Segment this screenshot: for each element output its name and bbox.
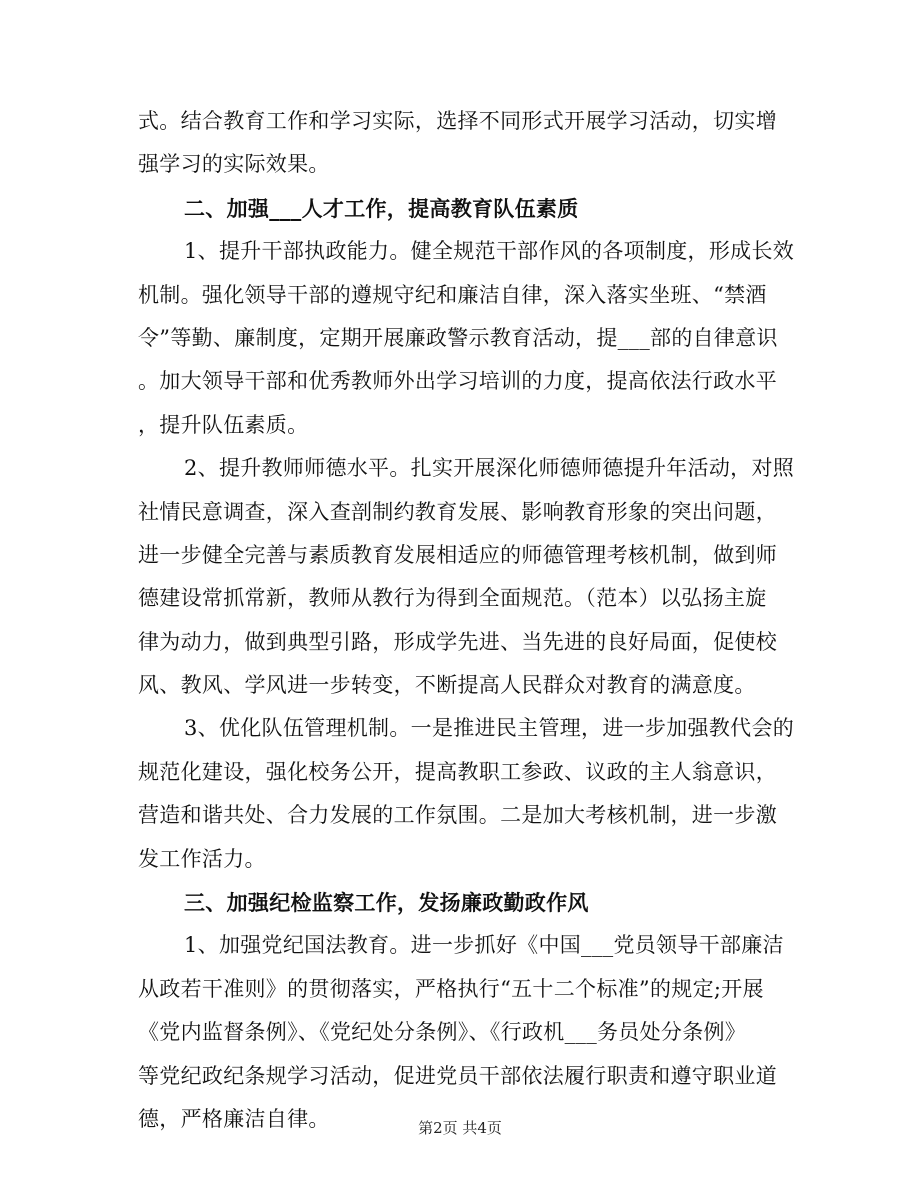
section-heading-2: 二、加强___人才工作，提高教育队伍素质	[184, 195, 579, 221]
body-text-line: 《党内监督条例》、《党纪处分条例》、《行政机___务员处分条例》	[138, 1020, 747, 1045]
body-text-line: 令”等勤、廉制度，定期开展廉政警示教育活动，提___部的自律意识	[138, 325, 778, 350]
body-text-line: 营造和谐共处、合力发展的工作氛围。二是加大考核机制，进一步激	[138, 803, 777, 828]
body-text-line: 等党纪政纪条规学习活动，促进党员干部依法履行职责和遵守职业道	[138, 1063, 777, 1088]
paragraph-start-line: 1、加强党纪国法教育。进一步抓好《中国___党员领导干部廉洁	[184, 933, 784, 958]
section-heading-3: 三、加强纪检监察工作，发扬廉政勤政作风	[184, 890, 589, 916]
body-text-line: ，提升队伍素质。	[138, 412, 309, 437]
body-text-line: 德建设常抓常新，教师从教行为得到全面规范。（范本）以弘扬主旋	[138, 586, 767, 611]
page-number-footer: 第2页 共4页	[418, 1119, 502, 1137]
body-text-line: 机制。强化领导干部的遵规守纪和廉洁自律，深入落实坐班、“禁酒	[138, 282, 767, 307]
body-text-line: 律为动力，做到典型引路，形成学先进、当先进的良好局面，促使校	[138, 629, 777, 654]
body-text-line: 。加大领导干部和优秀教师外出学习培训的力度，提高依法行政水平	[138, 369, 777, 394]
document-body	[138, 100, 795, 1141]
body-text-line: 风、教风、学风进一步转变，不断提高人民群众对教育的满意度。	[138, 673, 756, 698]
body-text-line: 式。结合教育工作和学习实际，选择不同形式开展学习活动，切实增	[138, 109, 777, 133]
body-text-line: 强学习的实际效果。	[138, 152, 330, 177]
paragraph-start-line: 3、优化队伍管理机制。一是推进民主管理，进一步加强教代会的	[184, 716, 795, 741]
body-text-line: 进一步健全完善与素质教育发展相适应的师德管理考核机制，做到师	[138, 542, 777, 567]
body-text-line: 德，严格廉洁自律。	[138, 1106, 330, 1131]
body-text-line: 社情民意调查，深入查剖制约教育发展、影响教育形象的突出问题，	[138, 499, 777, 524]
body-text-line: 从政若干准则》的贯彻落实，严格执行“五十二个标准”的规定;开展	[138, 976, 764, 1001]
body-text-line: 发工作活力。	[138, 846, 266, 871]
paragraph-start-line: 1、提升干部执政能力。健全规范干部作风的各项制度，形成长效	[184, 239, 795, 264]
paragraph-start-line: 2、提升教师师德水平。扎实开展深化师德师德提升年活动，对照	[184, 456, 795, 481]
body-text-line: 规范化建设，强化校务公开，提高教职工参政、议政的主人翁意识，	[138, 759, 777, 784]
